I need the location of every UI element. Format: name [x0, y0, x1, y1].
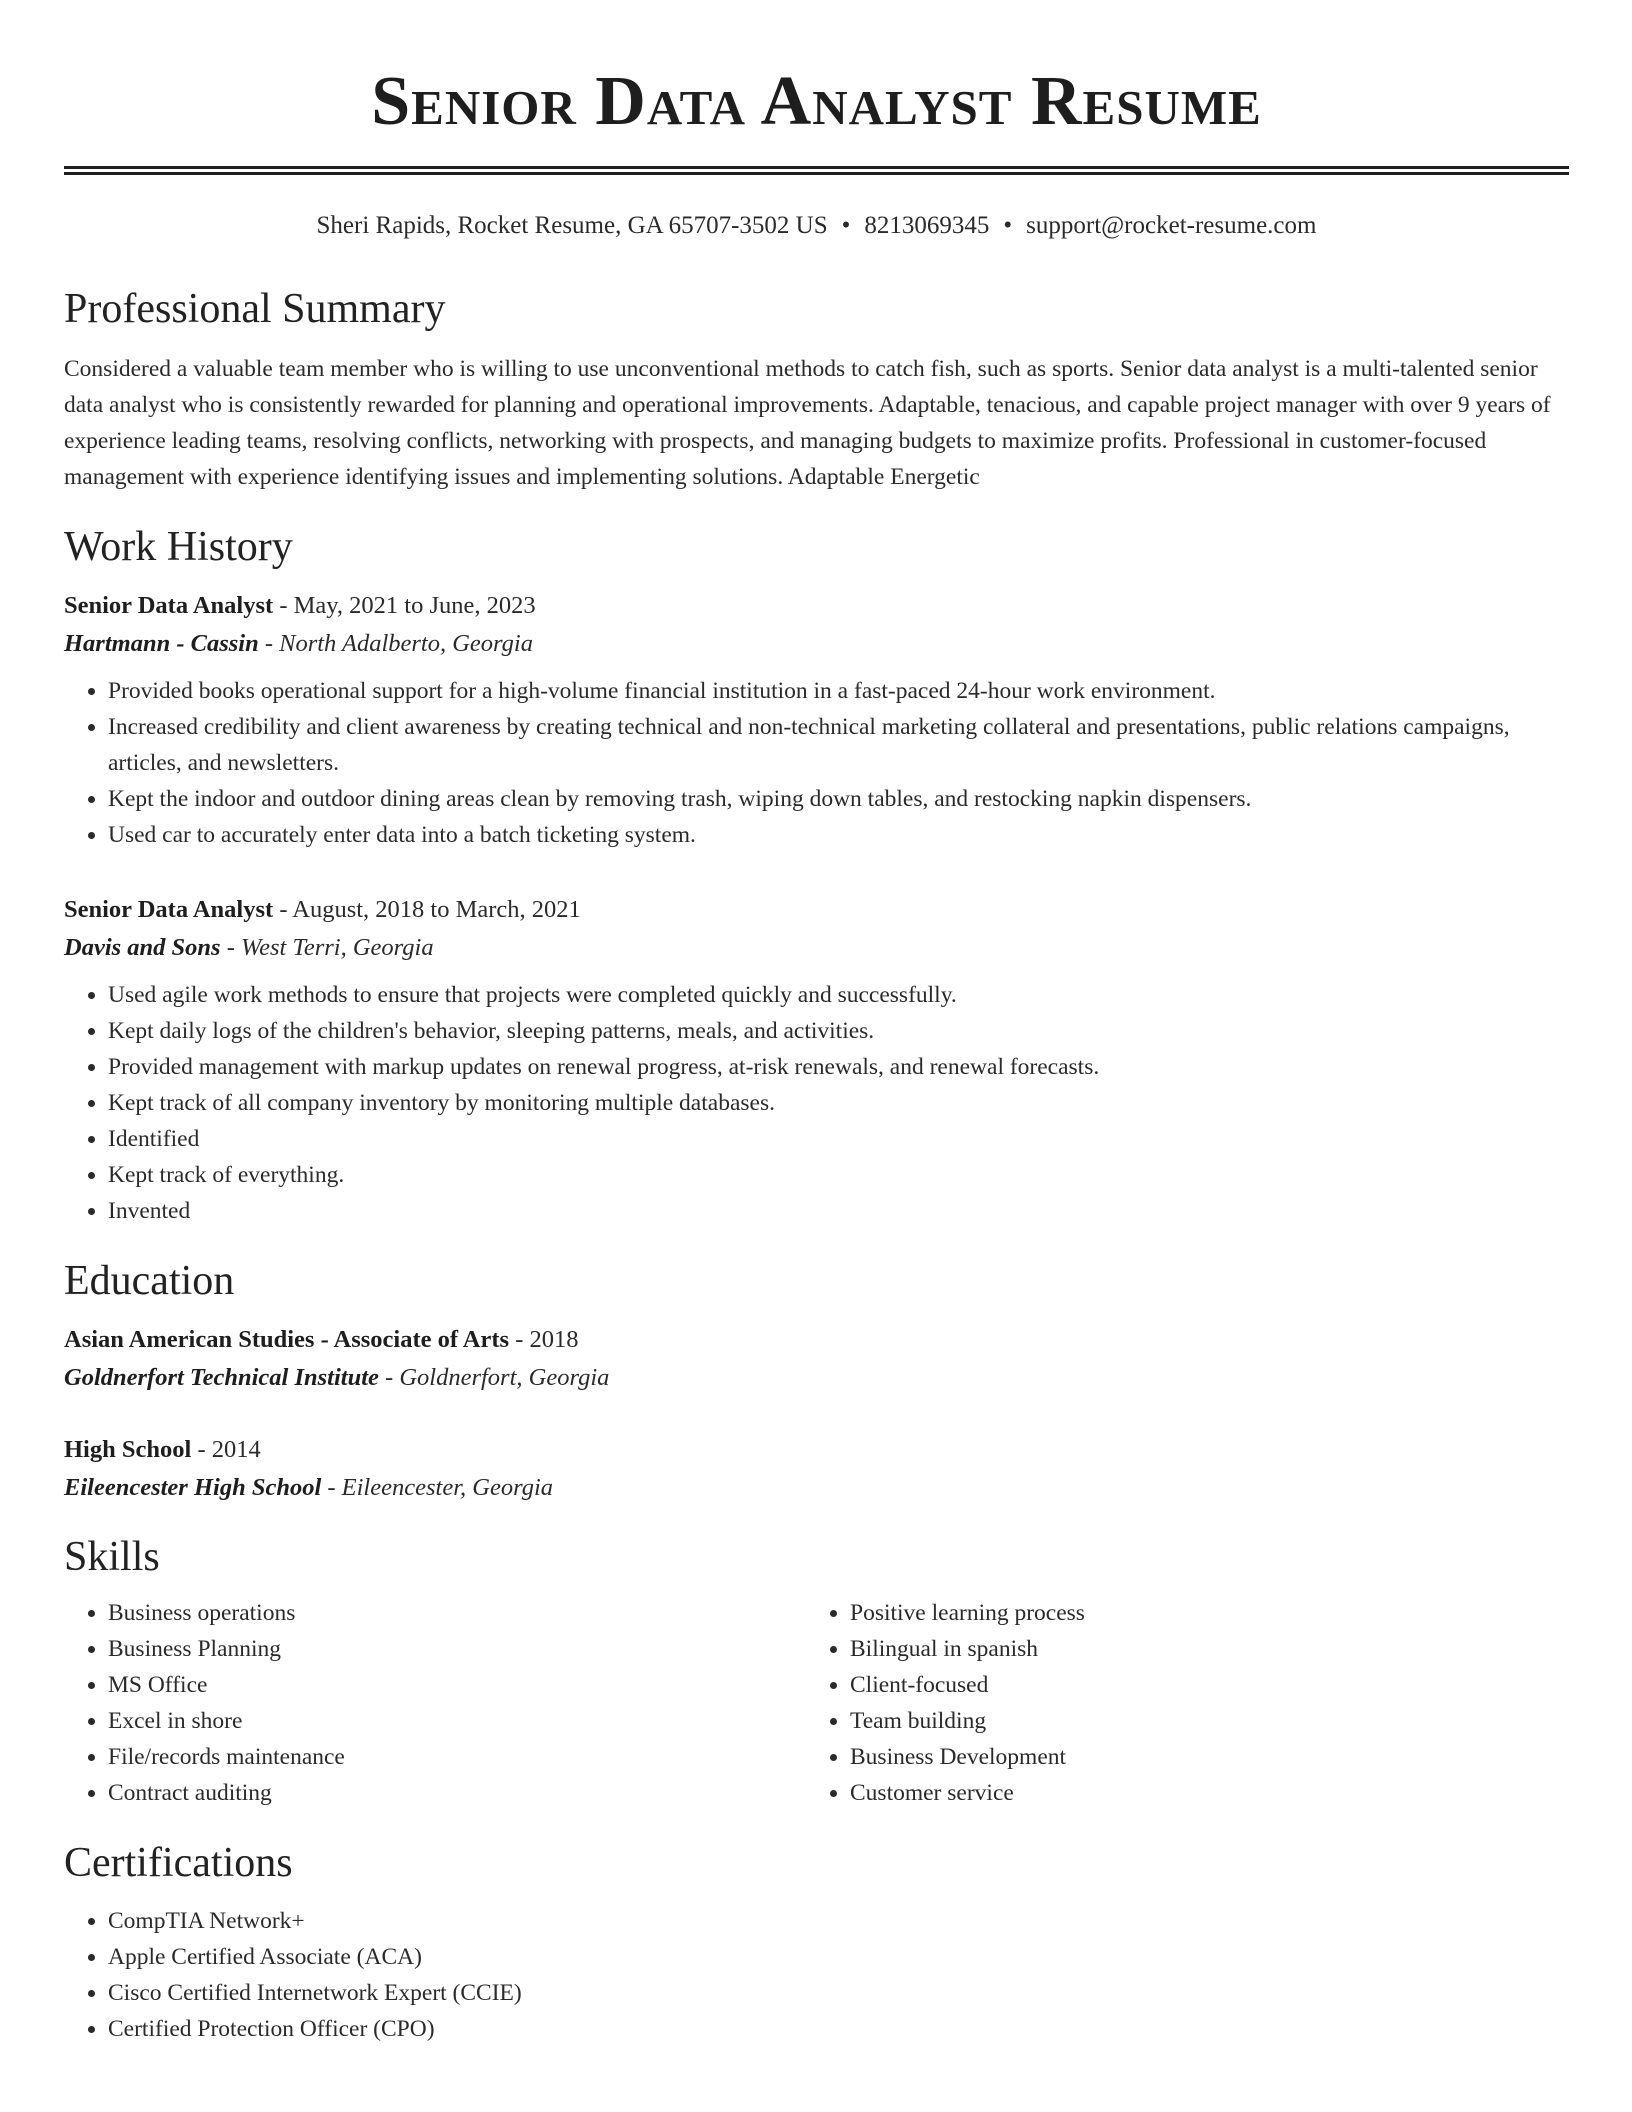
job-bullet: • Provided books operational support for a high-volume financial institution in a fast-paced 24-hour work environment.: [108, 673, 1569, 709]
job-title-line: [64, 891, 1569, 929]
contact-separator: •: [841, 212, 851, 239]
contact-email: support@rocket-resume.com: [1026, 212, 1317, 239]
school-name: Eileencester High School: [64, 1474, 322, 1501]
summary-text: Considered a valuable team member who is willing to use unconventional methods to catch fish, such as sports. Senior data analyst is a multi-talented senior data analyst who is consistently rewarded for planning and operational improvements. Adaptable, tenacious, and capable project manager with over 9 years of experience leading teams, resolving conflicts, networking with prospects, and managing budgets to maximize profits. Professional in customer-focused management with experience identifying issues and implementing solutions. Adaptable Energetic: [64, 356, 1551, 490]
school-name: Goldnerfort Technical Institute: [64, 1364, 379, 1391]
school-line: [64, 1359, 1569, 1397]
certification-item: • Certified Protection Officer (CPO): [108, 2011, 1569, 2047]
skill-item: • Business operations: [108, 1595, 806, 1631]
job-dates: - May, 2021 to June, 2023: [273, 592, 536, 619]
job-dates: - August, 2018 to March, 2021: [273, 896, 581, 923]
job-bullet: • Increased credibility and client awareness by creating technical and non-technical marketing collateral and presentations, public relations campaigns, articles, and newsletters.: [108, 709, 1569, 781]
skill-item: • Customer service: [850, 1775, 1548, 1811]
contact-address: Sheri Rapids, Rocket Resume, GA 65707-3502 US: [316, 212, 828, 239]
company-location: - West Terri, Georgia: [220, 934, 434, 961]
job-title: Senior Data Analyst: [64, 592, 274, 619]
skill-item: • Business Development: [850, 1739, 1548, 1775]
job-bullet: • Identified: [108, 1121, 1569, 1157]
skills-column-left: [64, 1595, 806, 1811]
skill-item: • MS Office: [108, 1667, 806, 1703]
certification-item: • CompTIA Network+: [108, 1903, 1569, 1939]
skill-item: • Business Planning: [108, 1631, 806, 1667]
job-bullet: • Used agile work methods to ensure that projects were completed quickly and successfully.: [108, 977, 1569, 1013]
skills-heading: Skills: [64, 1534, 160, 1580]
job-title: Senior Data Analyst: [64, 896, 274, 923]
company-name: Davis and Sons: [64, 934, 221, 961]
skill-item: • Excel in shore: [108, 1703, 806, 1739]
education-heading: Education: [64, 1258, 235, 1304]
job-bullet: • Kept the indoor and outdoor dining areas clean by removing trash, wiping down tables, and restocking napkin dispensers.: [108, 781, 1569, 817]
company-name: Hartmann - Cassin: [64, 630, 259, 657]
certification-item: • Cisco Certified Internetwork Expert (CCIE): [108, 1975, 1569, 2011]
school-location: - Eileencester, Georgia: [321, 1474, 554, 1501]
job-bullets: [64, 673, 1569, 853]
skill-item: • File/records maintenance: [108, 1739, 806, 1775]
skills-grid: [64, 1595, 1569, 1811]
certifications-list: [64, 1903, 1569, 2047]
job-entry: [64, 587, 1569, 853]
job-bullet: • Provided management with markup updates on renewal progress, at-risk renewals, and renewal forecasts.: [108, 1049, 1569, 1085]
contact-separator: •: [1003, 212, 1013, 239]
title-divider: [64, 166, 1569, 175]
job-bullet: • Kept daily logs of the children's behavior, sleeping patterns, meals, and activities.: [108, 1013, 1569, 1049]
skill-item: • Team building: [850, 1703, 1548, 1739]
school-line: [64, 1469, 1569, 1507]
skills-list: [806, 1595, 1548, 1811]
job-bullet: • Invented: [108, 1193, 1569, 1229]
contact-line: [64, 209, 1569, 243]
skill-item: • Client-focused: [850, 1667, 1548, 1703]
work-history-heading: Work History: [64, 524, 293, 570]
job-bullet: • Kept track of all company inventory by monitoring multiple databases.: [108, 1085, 1569, 1121]
degree: High School: [64, 1436, 192, 1463]
skill-item: • Contract auditing: [108, 1775, 806, 1811]
skill-item: • Bilingual in spanish: [850, 1631, 1548, 1667]
school-location: - Goldnerfort, Georgia: [378, 1364, 610, 1391]
certifications-heading: Certifications: [64, 1840, 293, 1886]
graduation-year: - 2014: [191, 1436, 261, 1463]
job-bullets: [64, 977, 1569, 1229]
job-title-line: [64, 587, 1569, 625]
contact-phone: 8213069345: [864, 212, 990, 239]
company-line: [64, 929, 1569, 967]
resume-title: Senior Data Analyst Resume: [371, 63, 1262, 140]
education-entry: [64, 1321, 1569, 1397]
skills-list: [64, 1595, 806, 1811]
degree-line: [64, 1321, 1569, 1359]
resume-page: [64, 0, 1569, 2047]
summary-heading: Professional Summary: [64, 286, 446, 332]
skill-item: • Positive learning process: [850, 1595, 1548, 1631]
job-bullet: • Used car to accurately enter data into a batch ticketing system.: [108, 817, 1569, 853]
degree-line: [64, 1431, 1569, 1469]
job-entry: [64, 891, 1569, 1229]
degree: Asian American Studies - Associate of Arts: [64, 1326, 510, 1353]
graduation-year: - 2018: [509, 1326, 579, 1353]
job-bullet: • Kept track of everything.: [108, 1157, 1569, 1193]
company-line: [64, 625, 1569, 663]
certification-item: • Apple Certified Associate (ACA): [108, 1939, 1569, 1975]
education-entry: [64, 1431, 1569, 1507]
company-location: - North Adalberto, Georgia: [258, 630, 533, 657]
skills-column-right: [806, 1595, 1548, 1811]
